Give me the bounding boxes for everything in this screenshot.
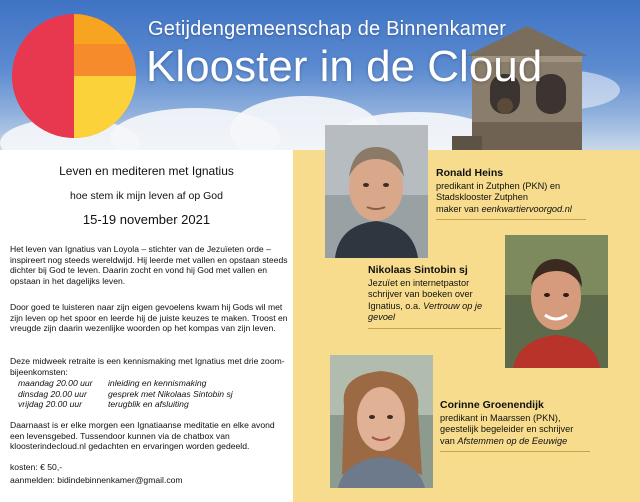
course-subtitle: hoe stem ik mijn leven af op God	[70, 190, 223, 202]
schedule	[18, 378, 288, 410]
speaker-photo-ronald	[325, 125, 428, 258]
divider	[436, 219, 586, 220]
speaker-role-corinne: predikant in Maarssen (PKN), geestelijk begeleider en schrijver van Afstemmen op de Eeuwige	[440, 413, 574, 446]
speaker-name-ronald: Ronald Heins	[436, 167, 504, 179]
schedule-row: maandag 20.00 uur inleiding en kennismaking	[18, 378, 207, 388]
speaker-name-nikolaas: Nikolaas Sintobin sj	[368, 264, 468, 276]
paragraph-intro: Het leven van Ignatius van Loyola – stichter van de Jezuïeten orde – inspireert nog steeds wereldwijd. Hij leerde met vallen en opstaan steeds dichter bij God te leven. Daarin zocht en vond hij God met vallen en opstaan in het dagelijks leven.	[10, 244, 288, 286]
course-dates: 15-19 november 2021	[82, 212, 211, 227]
logo-circle	[12, 14, 136, 138]
paragraph-retreat: Deze midweek retraite is een kennismaking met Ignatius met drie zoom-bijeenkomsten:	[10, 356, 285, 377]
speaker-role-ronald: predikant in Zutphen (PKN) en Stadsklooster Zutphen maker van eenkwartiervoorgod.nl	[436, 181, 572, 214]
paragraph-daily: Daarnaast is er elke morgen een Ignatiaanse meditatie en elke avond een levensgebed. Tussendoor kunnen via de chatbox van kloosterindecloud.nl gedachten en ervaringen worden gedeeld.	[10, 420, 275, 452]
schedule-row: vrijdag 20.00 uur terugblik en afsluiting	[18, 399, 189, 410]
divider	[440, 451, 590, 452]
speakers-panel	[293, 150, 640, 502]
course-title: Leven en mediteren met Ignatius	[59, 164, 234, 178]
speaker-name-corinne: Corinne Groenendijk	[440, 399, 544, 411]
divider	[368, 328, 501, 329]
schedule-row: dinsdag 20.00 uur gesprek met Nikolaas Sintobin sj	[18, 388, 233, 399]
cost: kosten: € 50,-	[10, 462, 63, 472]
course-info	[0, 150, 293, 502]
header-subtitle: Getijdengemeenschap de Binnenkamer	[148, 18, 507, 40]
header-banner	[0, 0, 640, 150]
speaker-role-nikolaas: Jezuïet en internetpastor schrijver van boeken over Ignatius, o.a. Vertrouw op je gevoel	[368, 278, 483, 323]
signup-email[interactable]: aanmelden: bidindebinnenkamer@gmail.com	[10, 475, 183, 485]
header-title: Klooster in de Cloud	[146, 42, 543, 91]
speaker-photo-corinne	[330, 355, 433, 488]
speaker-photo-nikolaas	[505, 235, 608, 368]
paragraph-feelings: Door goed te luisteren naar zijn eigen gevoelens kwam hij Gods wil met zijn leven op het spoor en leerde hij de juiste keuzes te maken. Troost en vreugde zijn daarin wezenlijke woorden op het kompas van zijn leven.	[10, 302, 288, 334]
